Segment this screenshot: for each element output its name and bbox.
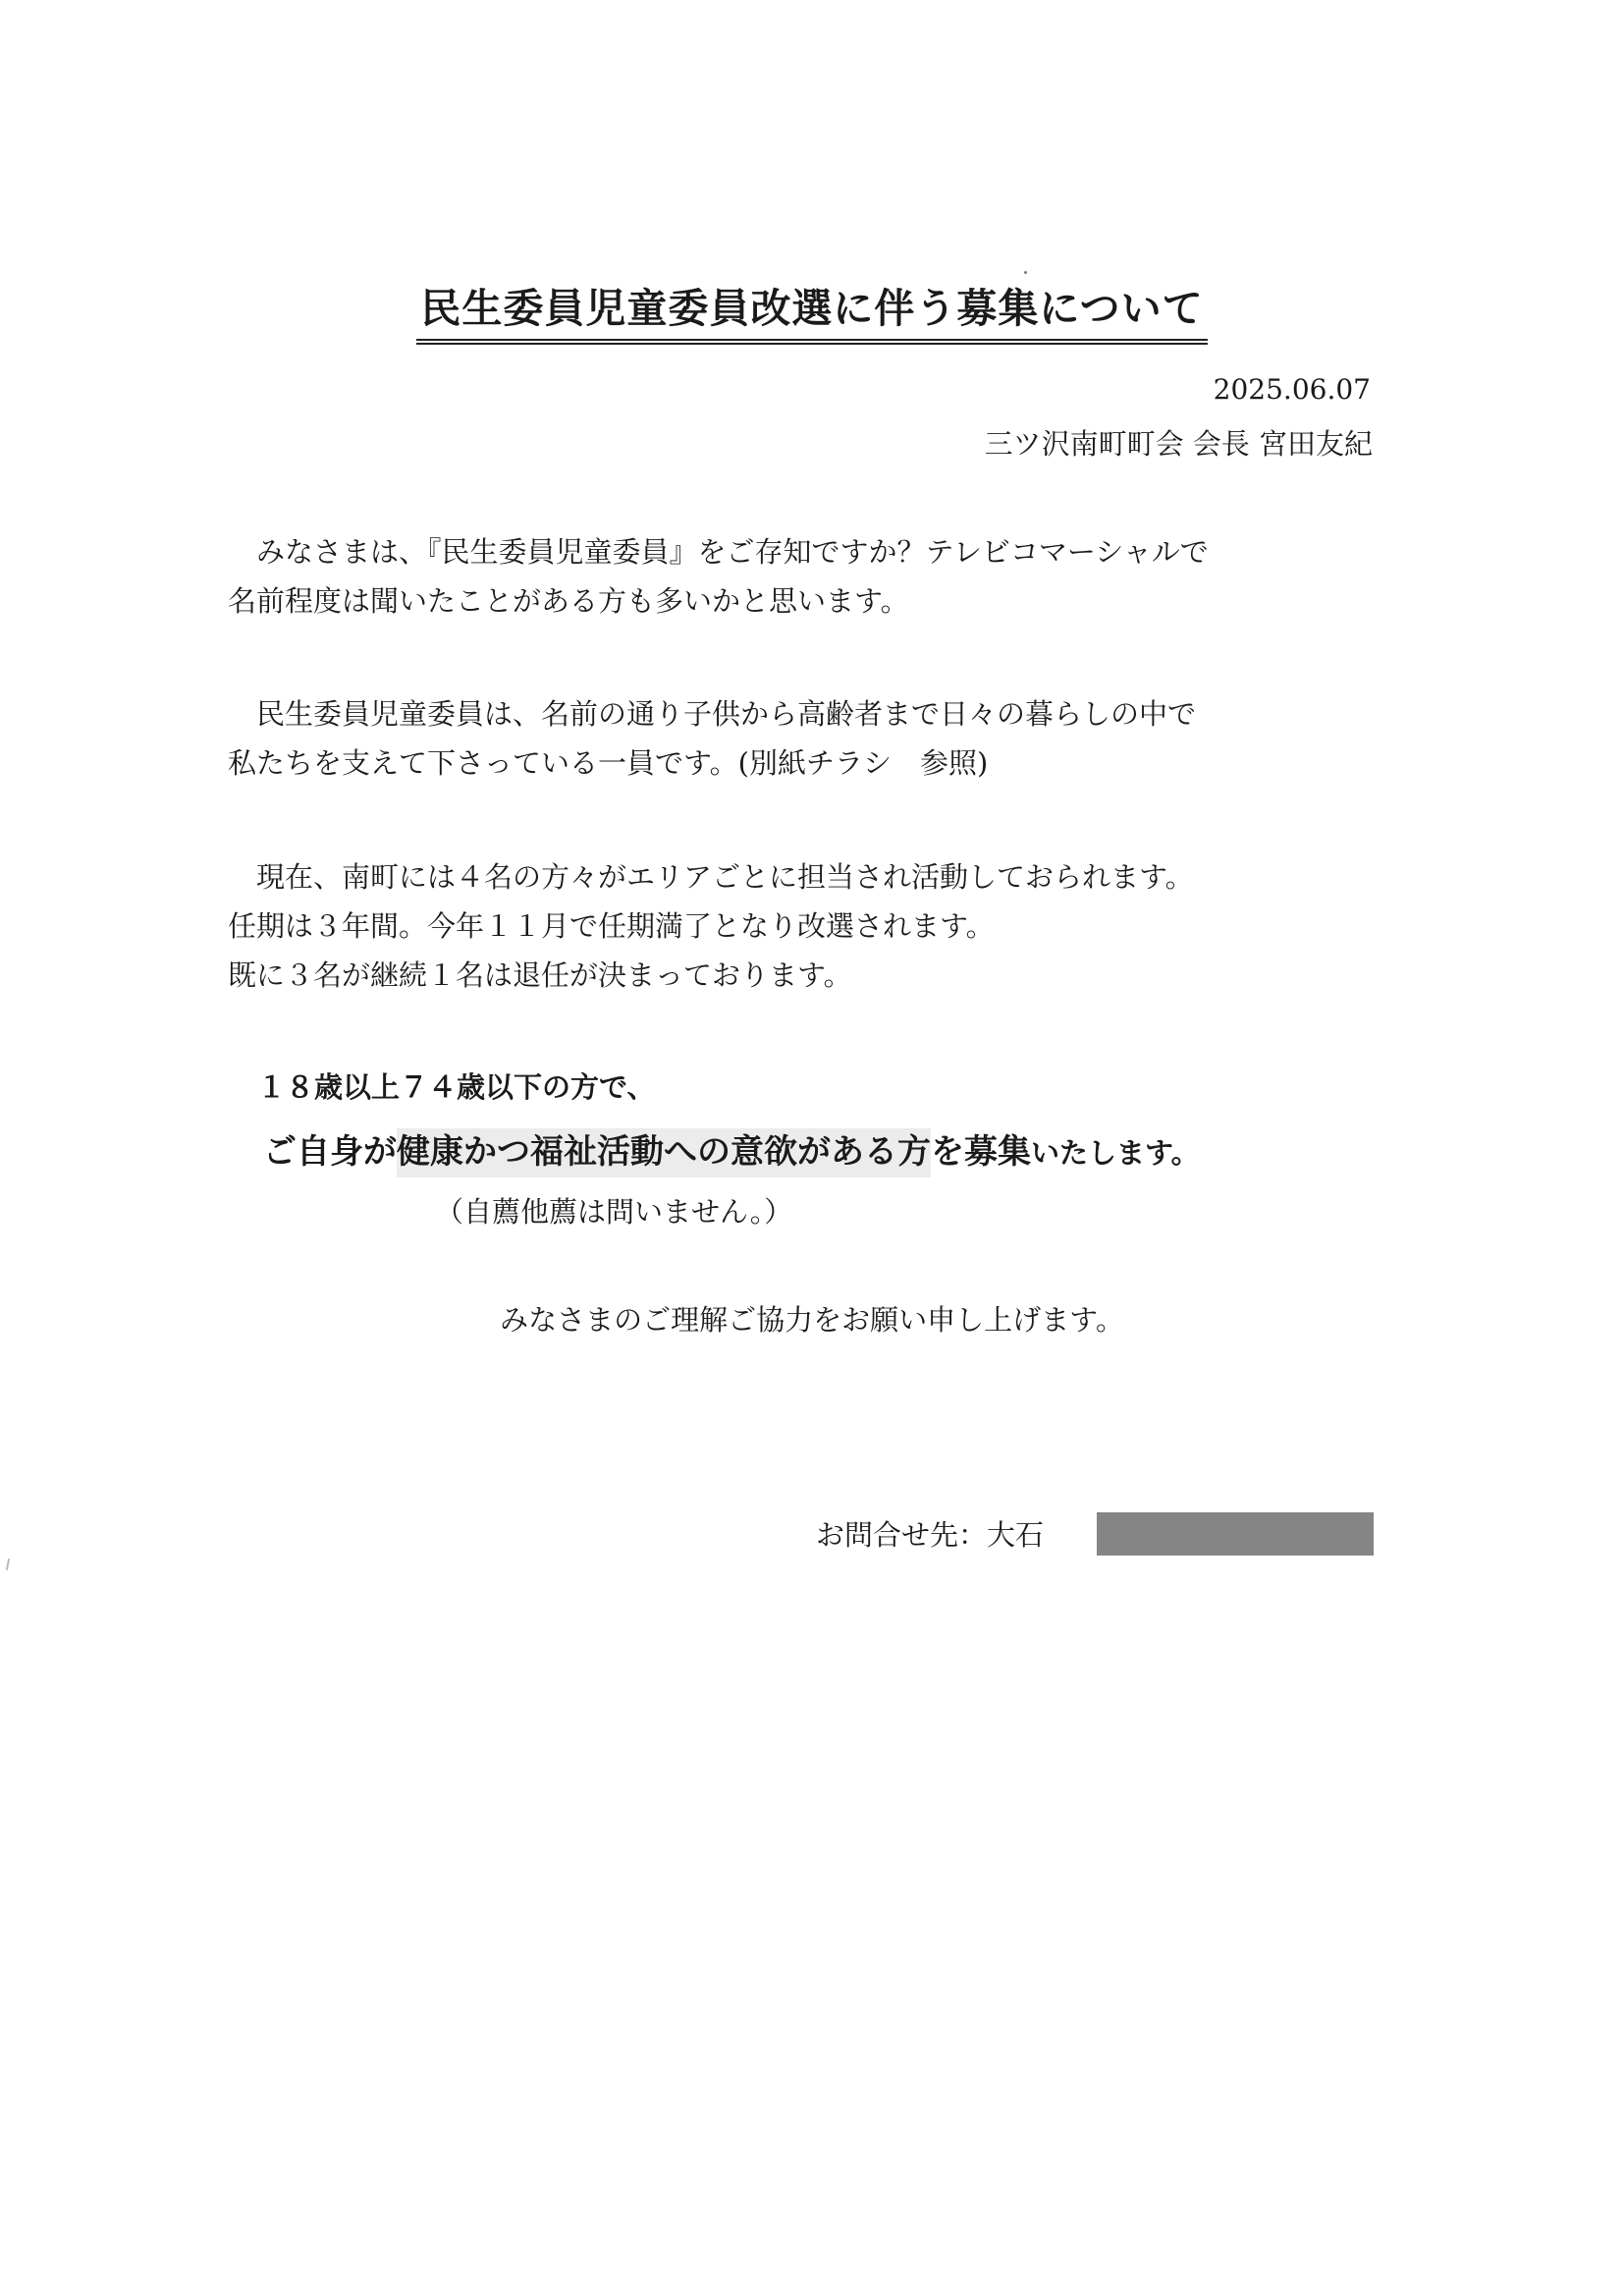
recruit-suffix: いたします。 bbox=[1031, 1136, 1200, 1170]
paragraph-line: 民生委員児童委員は、名前の通り子供から高齢者まで日々の暮らしの中で bbox=[228, 697, 1197, 731]
title-wrapper bbox=[0, 283, 1624, 345]
paragraph-role bbox=[228, 689, 1406, 788]
scan-speck bbox=[1024, 271, 1027, 274]
recruit-note: （自薦他薦は問いません。） bbox=[435, 1195, 793, 1229]
closing-line: みなさまのご理解ご協力をお願い申し上げます。 bbox=[500, 1303, 1124, 1337]
recruit-mid: を募集 bbox=[931, 1132, 1031, 1172]
paragraph-line: みなさまは、『民生委員児童委員』をご存知ですか？テレビコマーシャルで bbox=[228, 535, 1209, 569]
document-title: 民生委員児童委員改選に伴う募集について bbox=[416, 283, 1207, 345]
paragraph-line: 任期は３年間。今年１１月で任期満了となり改選されます。 bbox=[228, 909, 995, 943]
recruit-main-line bbox=[263, 1124, 1200, 1173]
paragraph-line: 名前程度は聞いたことがある方も多いかと思います。 bbox=[228, 584, 909, 618]
paragraph-status bbox=[228, 852, 1406, 1000]
recruit-age-line: １８歳以上７４歳以下の方で、 bbox=[257, 1070, 656, 1104]
document-author: 三ツ沢南町町会 会長 宮田友紀 bbox=[984, 427, 1373, 461]
paragraph-line: 現在、南町には４名の方々がエリアごとに担当され活動しておられます。 bbox=[228, 860, 1194, 894]
scan-speck bbox=[6, 1558, 10, 1570]
paragraph-intro bbox=[228, 527, 1406, 626]
document-date: 2025.06.07 bbox=[1213, 373, 1371, 406]
recruit-prefix: ご自身が bbox=[263, 1132, 397, 1172]
paragraph-line: 私たちを支えて下さっている一員です。(別紙チラシ 参照) bbox=[228, 746, 989, 780]
contact-label: お問合せ先：大石 bbox=[816, 1518, 1045, 1552]
redacted-contact-block bbox=[1097, 1512, 1374, 1556]
paragraph-line: 既に３名が継続１名は退任が決まっております。 bbox=[228, 958, 852, 992]
recruit-highlight: 健康かつ福祉活動への意欲がある方 bbox=[397, 1128, 931, 1177]
